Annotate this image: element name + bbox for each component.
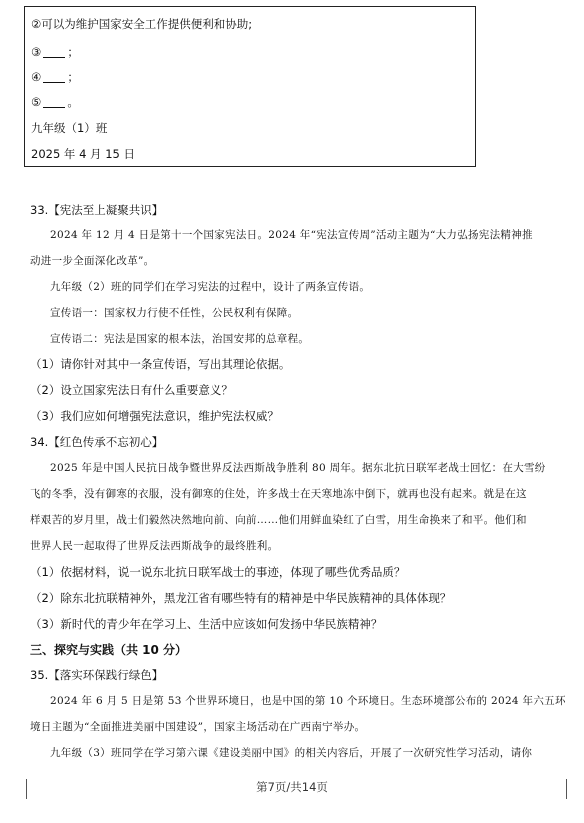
- question-34-paragraph: 2025 年是中国人民抗日战争暨世界反法西斯战争胜利 80 周年。据东北抗日联军老战士回忆：在大雪纷: [50, 462, 546, 474]
- question-34-paragraph: 样艰苦的岁月里，战士们毅然决然地向前、向前……他们用鲜血染红了白雪，用生命换来了和平。他们和: [30, 514, 527, 526]
- item-number: ④: [31, 70, 42, 84]
- question-33-sub-3: （3）我们应如何增强宪法意识，维护宪法权威？: [30, 409, 279, 423]
- answer-blank[interactable]: [43, 71, 65, 83]
- separator: 。: [67, 95, 79, 109]
- answer-blank[interactable]: [43, 96, 65, 108]
- item-number: ⑤: [31, 95, 42, 109]
- question-34-sub-1: （1）依据材料，说一说东北抗日联军战士的事迹，体现了哪些优秀品质？: [30, 565, 406, 579]
- separator: ；: [67, 45, 79, 59]
- class-signature: 九年级（1）班: [31, 121, 108, 135]
- box-item-2: ②可以为维护国家安全工作提供便利和协助;: [31, 17, 253, 31]
- box-item-4: [31, 70, 79, 84]
- question-34-title: 34.【红色传承不忘初心】: [30, 435, 164, 449]
- question-33-sub-1: （1）请你针对其中一条宣传语，写出其理论依据。: [30, 357, 291, 371]
- slogan-1: 宣传语一：国家权力行使不任性，公民权利有保障。: [50, 307, 299, 319]
- answer-blank[interactable]: [43, 46, 65, 58]
- question-34-sub-2: （2）除东北抗联精神外，黑龙江省有哪些特有的精神是中华民族精神的具体体现？: [30, 591, 452, 605]
- question-34-sub-3: （3）新时代的青少年在学习上、生活中应该如何发扬中华民族精神？: [30, 617, 383, 631]
- question-35-paragraph: 境日主题为“全面推进美丽中国建设”，国家主场活动在广西南宁举办。: [30, 721, 366, 733]
- page-footer: 第7页/共14页: [256, 780, 328, 794]
- question-33-paragraph: 2024 年 12 月 4 日是第十一个国家宪法日。2024 年“宪法宣传周”活动主题为“大力弘扬宪法精神推: [50, 229, 533, 241]
- answer-box: [24, 6, 476, 167]
- section-3-heading: 三、探究与实践（共 10 分）: [30, 643, 188, 657]
- question-33-paragraph: 动进一步全面深化改革”。: [30, 255, 155, 267]
- item-number: ③: [31, 45, 42, 59]
- question-35-title: 35.【落实环保践行绿色】: [30, 668, 164, 682]
- question-33-sub-2: （2）设立国家宪法日有什么重要意义？: [30, 383, 233, 397]
- box-item-3: [31, 45, 79, 59]
- separator: ；: [67, 70, 79, 84]
- question-33-title: 33.【宪法至上凝聚共识】: [30, 203, 164, 217]
- question-35-paragraph: 九年级（3）班同学在学习第六课《建设美丽中国》的相关内容后，开展了一次研究性学习活动，请你: [50, 747, 533, 759]
- question-35-paragraph: 2024 年 6 月 5 日是第 53 个世界环境日，也是中国的第 10 个环境日。生态环境部公布的 2024 年六五环: [50, 695, 566, 707]
- question-34-paragraph: 世界人民一起取得了世界反法西斯战争的最终胜利。: [30, 540, 279, 552]
- date-signature: 2025 年 4 月 15 日: [31, 147, 135, 161]
- question-33-paragraph: 九年级（2）班的同学们在学习宪法的过程中，设计了两条宣传语。: [50, 281, 371, 293]
- box-item-5: [31, 95, 79, 109]
- question-34-paragraph: 飞的冬季，没有御寒的衣服，没有御寒的住处，许多战士在天寒地冻中倒下，就再也没有起来。就是在这: [30, 488, 527, 500]
- slogan-2: 宣传语二：宪法是国家的根本法，治国安邦的总章程。: [50, 333, 310, 345]
